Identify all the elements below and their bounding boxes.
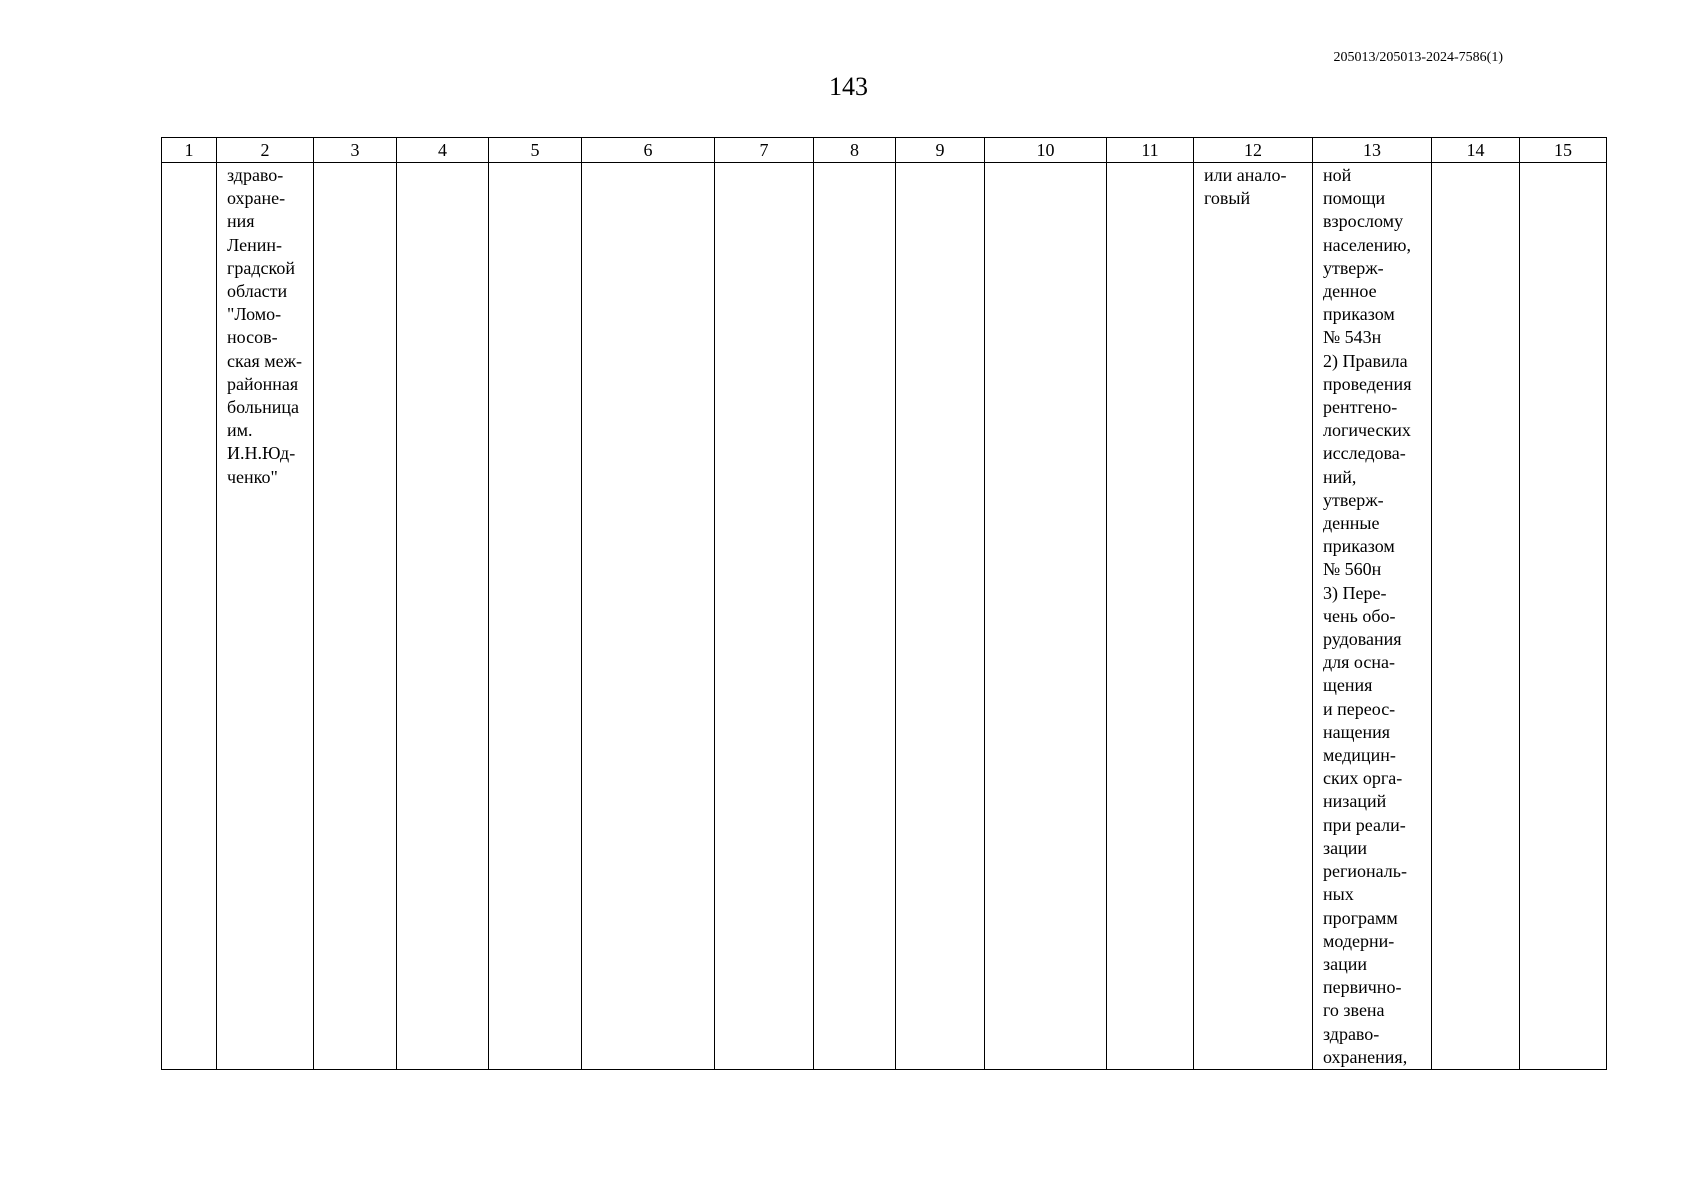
cell-text-8: [814, 163, 895, 164]
column-header-14: 14: [1432, 138, 1520, 163]
column-header-1: 1: [162, 138, 217, 163]
column-header-10: 10: [985, 138, 1107, 163]
table-cell-12: [1194, 163, 1313, 1070]
column-header-15: 15: [1520, 138, 1607, 163]
column-header-4: 4: [397, 138, 489, 163]
table-cell-10: [985, 163, 1107, 1070]
column-header-7: 7: [715, 138, 814, 163]
table-cell-2: [217, 163, 314, 1070]
cell-text-1: [162, 163, 216, 164]
table-row: [162, 163, 1607, 1070]
document-id: 205013/205013-2024-7586(1): [1333, 50, 1503, 65]
cell-text-13: ной помощи взрослому населению, утверж- денное приказом № 543н 2) Правила проведения рентгено- логических исследова- ний, утверж- денные приказом № 560н 3) Пере- чень обо- рудования для осна- щения и переос- нащения медицин- ских орга- низаций при реали- зации региональ- ных программ модерни- зации первично- го звена здраво- охранения,: [1323, 165, 1412, 1067]
column-header-12: 12: [1194, 138, 1313, 163]
cell-text-15: [1520, 163, 1606, 164]
column-header-2: 2: [217, 138, 314, 163]
cell-text-6: [582, 163, 714, 164]
table-cell-1: [162, 163, 217, 1070]
cell-text-10: [985, 163, 1106, 164]
table-cell-9: [896, 163, 985, 1070]
table-cell-11: [1107, 163, 1194, 1070]
cell-text-9: [896, 163, 984, 164]
table-cell-6: [582, 163, 715, 1070]
table-cell-3: [314, 163, 397, 1070]
cell-text-5: [489, 163, 581, 164]
table-cell-4: [397, 163, 489, 1070]
cell-text-11: [1107, 163, 1193, 164]
cell-text-2: здраво- охране- ния Ленин- градской области "Ломо- носов- ская меж- районная больница им. И.Н.Юд- ченко": [227, 165, 303, 487]
table-cell-15: [1520, 163, 1607, 1070]
column-header-11: 11: [1107, 138, 1194, 163]
cell-text-12: или анало- говый: [1204, 165, 1287, 209]
cell-text-4: [397, 163, 488, 164]
column-header-3: 3: [314, 138, 397, 163]
column-header-9: 9: [896, 138, 985, 163]
page-number: 143: [829, 72, 868, 101]
column-header-8: 8: [814, 138, 896, 163]
cell-text-7: [715, 163, 813, 164]
table-cell-14: [1432, 163, 1520, 1070]
data-table: [161, 137, 1607, 1070]
cell-text-3: [314, 163, 396, 164]
column-header-13: 13: [1313, 138, 1432, 163]
table-cell-8: [814, 163, 896, 1070]
column-header-6: 6: [582, 138, 715, 163]
table-cell-5: [489, 163, 582, 1070]
column-header-5: 5: [489, 138, 582, 163]
cell-text-14: [1432, 163, 1519, 164]
table-cell-13: [1313, 163, 1432, 1070]
column-number-row: [162, 138, 1607, 163]
table-cell-7: [715, 163, 814, 1070]
